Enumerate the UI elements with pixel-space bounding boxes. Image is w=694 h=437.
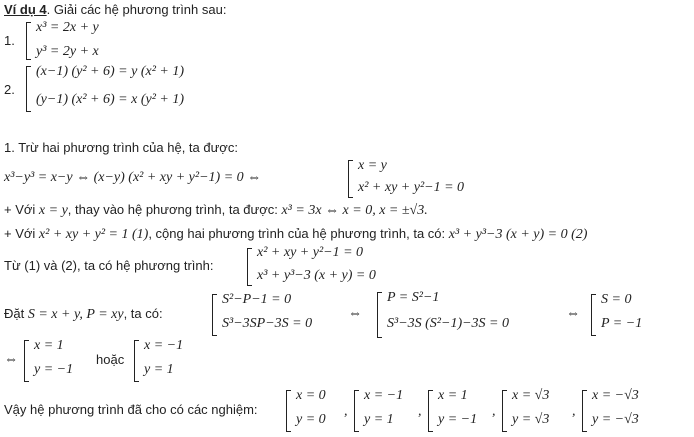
- s5-arrow2: ⇔: [566, 306, 580, 321]
- s6-arrow: ⇔: [4, 352, 18, 367]
- s3-line: [4, 226, 587, 243]
- s7-text: Vậy hệ phương trình đã cho có các nghiệm:: [4, 402, 258, 417]
- s5-line: [4, 306, 163, 323]
- s1-line: x³−y³ = x−y ⇔ (x−y) (x² + xy + y²−1) = 0 ⇔: [4, 170, 262, 185]
- p2-eq1: (x−1) (y² + 6) = y (x² + 1): [36, 64, 185, 79]
- s5-sys1-eq1: S²−P−1 = 0: [222, 292, 292, 307]
- s5-sys1-eq2: S³−3SP−3S = 0: [222, 316, 313, 331]
- p1-eq2: y³ = 2y + x: [36, 44, 99, 59]
- s5-sys3-eq2: P = −1: [601, 316, 643, 331]
- s6-brace2: [134, 340, 139, 382]
- s5-arrow1: ⇔: [348, 306, 362, 321]
- s3-b: x² + xy + y² = 1 (1): [38, 227, 149, 242]
- s2-d: x³ = 3x ⇔ x = 0, x = ±√3.: [281, 203, 428, 218]
- s6-sys2-eq1: x = −1: [144, 338, 184, 353]
- s5-sys3-eq1: S = 0: [601, 292, 632, 307]
- s3-c: , cộng hai phương trình của hệ phương trình, ta có:: [148, 226, 449, 241]
- sol-2-brace: [428, 390, 433, 432]
- intro-text: . Giải các hệ phương trình sau:: [46, 2, 227, 17]
- sol-sep-1: ,: [418, 404, 422, 419]
- s5-a: Đặt: [4, 306, 28, 321]
- s1-bracket: [348, 160, 353, 198]
- s5-brace2: [377, 292, 382, 338]
- p1-label: 1.: [4, 33, 15, 48]
- sol-1-x: x = −1: [364, 388, 404, 403]
- s3-a: + Với: [4, 226, 39, 241]
- sol-2-x: x = 1: [438, 388, 468, 403]
- sol-3-brace: [502, 390, 507, 432]
- sol-0-y: y = 0: [296, 412, 326, 427]
- sol-sep-3: ,: [572, 404, 576, 419]
- sol-3-x: x = √3: [512, 388, 550, 403]
- s5-b: S = x + y, P = xy: [27, 307, 124, 322]
- s6-sys1-eq1: x = 1: [34, 338, 64, 353]
- example-title: Ví dụ 4: [4, 2, 47, 17]
- s2-a: + Với: [4, 202, 39, 217]
- s1-case1: x = y: [358, 158, 387, 173]
- s2-c: , thay vào hệ phương trình, ta được:: [67, 202, 282, 217]
- s4-text: Từ (1) và (2), ta có hệ phương trình:: [4, 258, 214, 273]
- sol-0-x: x = 0: [296, 388, 326, 403]
- s4-eq2: x³ + y³−3 (x + y) = 0: [257, 268, 376, 283]
- s2-line: [4, 202, 428, 219]
- s4-brace: [247, 248, 252, 286]
- s5-sys2-eq1: P = S²−1: [387, 290, 440, 305]
- sol-sep-0: ,: [344, 404, 348, 419]
- s6-brace1: [24, 340, 29, 382]
- s5-c: , ta có:: [123, 306, 163, 321]
- s5-brace1: [212, 294, 217, 336]
- sol-1-y: y = 1: [364, 412, 394, 427]
- sol-1-brace: [354, 390, 359, 432]
- sol-4-brace: [582, 390, 587, 432]
- s1-case2: x² + xy + y²−1 = 0: [358, 180, 465, 195]
- p2-eq2: (y−1) (x² + 6) = x (y² + 1): [36, 92, 185, 107]
- p2-label: 2.: [4, 82, 15, 97]
- p2-brace: [26, 66, 31, 112]
- s6-sys1-eq2: y = −1: [34, 362, 74, 377]
- s4-eq1: x² + xy + y²−1 = 0: [257, 245, 364, 260]
- sol-sep-2: ,: [492, 404, 496, 419]
- s5-brace3: [591, 294, 596, 336]
- s6-or: hoặc: [96, 352, 125, 367]
- s3-d: x³ + y³−3 (x + y) = 0 (2): [448, 227, 588, 242]
- s5-sys2-eq2: S³−3S (S²−1)−3S = 0: [387, 316, 510, 331]
- sol-4-x: x = −√3: [592, 388, 639, 403]
- p1-brace: [26, 22, 31, 60]
- sol-3-y: y = √3: [512, 412, 550, 427]
- title-line: [4, 2, 226, 17]
- s2-b: x = y: [38, 203, 68, 218]
- s6-sys2-eq2: y = 1: [144, 362, 174, 377]
- p1-eq1: x³ = 2x + y: [36, 20, 99, 35]
- sol-2-y: y = −1: [438, 412, 478, 427]
- s1-heading: 1. Trừ hai phương trình của hệ, ta được:: [4, 140, 238, 155]
- sol-4-y: y = −√3: [592, 412, 639, 427]
- sol-0-brace: [286, 390, 291, 432]
